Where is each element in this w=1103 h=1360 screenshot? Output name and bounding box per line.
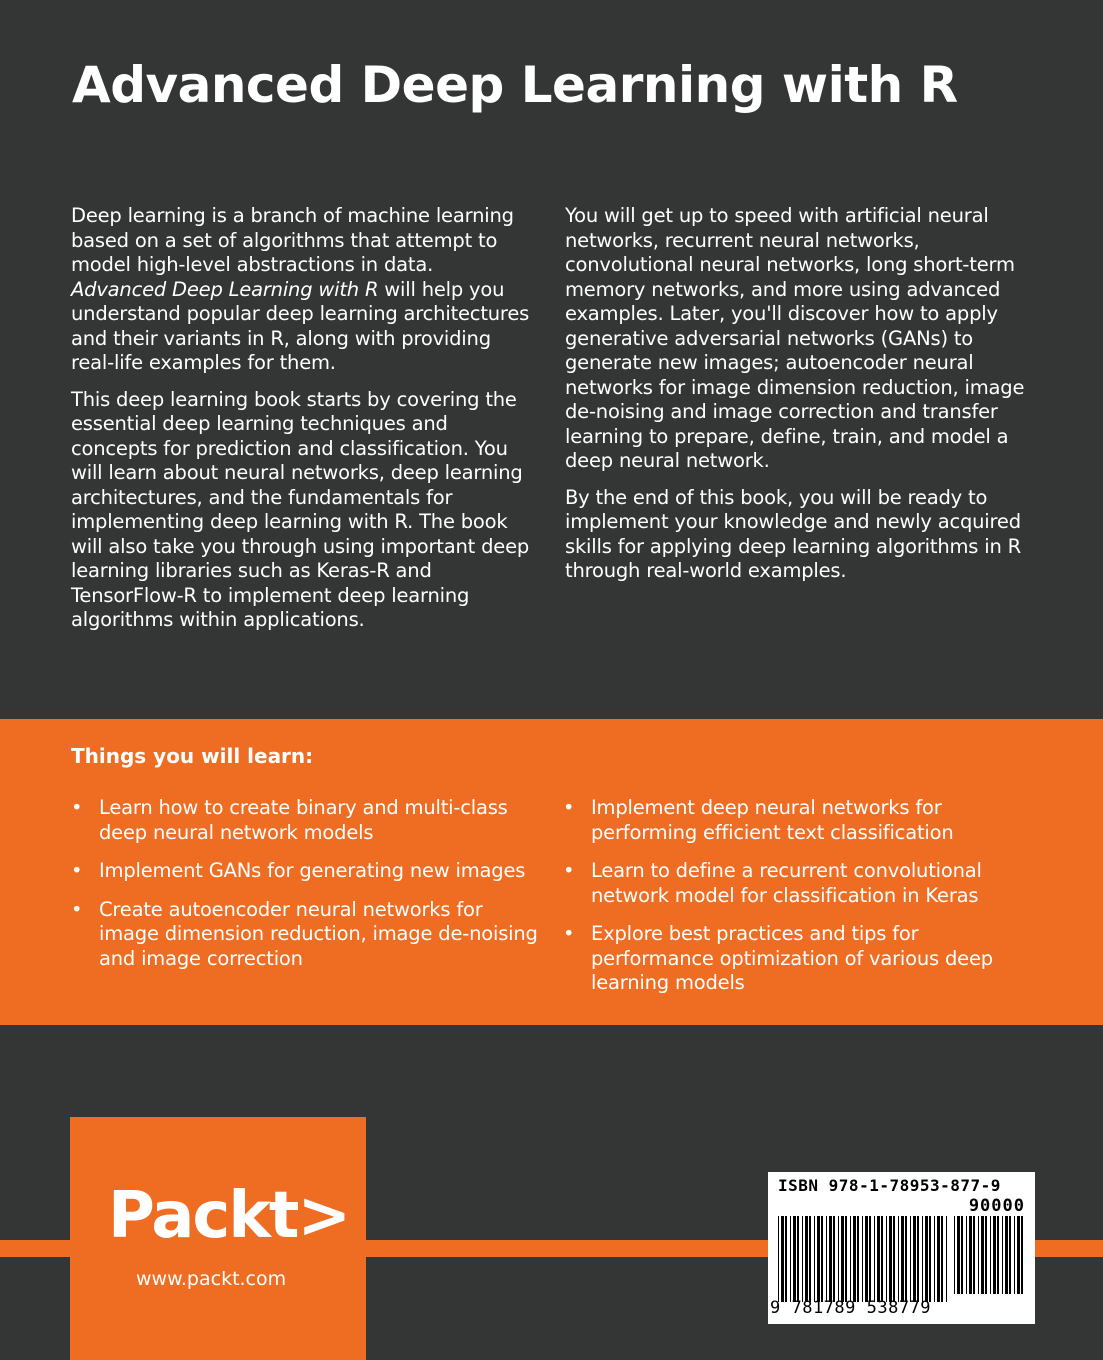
ean-digits: 9 781789 538779 bbox=[770, 1298, 932, 1318]
list-item-text: Explore best practices and tips for performance optimization of various deep learning models bbox=[591, 922, 993, 994]
list-item-text: Implement deep neural networks for performing efficient text classification bbox=[591, 796, 954, 844]
list-item bbox=[563, 859, 1033, 908]
publisher-url: www.packt.com bbox=[136, 1268, 287, 1290]
list-item-text: Learn how to create binary and multi-class deep neural network models bbox=[99, 796, 508, 844]
packt-logo: Packt> bbox=[108, 1179, 350, 1253]
description-paragraph-2: This deep learning book starts by covering the essential deep learning techniques and concepts for prediction and classification. You will learn about neural networks, deep learning architectures, and the fundamentals for implementing deep learning with R. The book will also take you through using important deep learning libraries such as Keras-R and TensorFlow-R to implement deep learning algorithms within applications. bbox=[71, 387, 530, 631]
list-item bbox=[71, 898, 541, 972]
description-text: will help you understand popular deep learning architectures and their variants in R, along with providing real-life examples for them. bbox=[71, 277, 530, 374]
description-paragraph-4: By the end of this book, you will be ready to implement your knowledge and newly acquired skills for applying deep learning algorithms in R through real-world examples. bbox=[565, 485, 1021, 582]
book-title: Advanced Deep Learning with R bbox=[72, 56, 958, 114]
learning-outcomes-left-list bbox=[71, 796, 541, 985]
bullet-icon: • bbox=[563, 796, 575, 819]
bullet-icon: • bbox=[563, 922, 575, 945]
book-title-italic: Advanced Deep Learning with R bbox=[71, 277, 379, 301]
list-item bbox=[563, 796, 1033, 845]
barcode-bars bbox=[778, 1216, 950, 1302]
bullet-icon: • bbox=[71, 796, 83, 819]
list-item-text: Implement GANs for generating new images bbox=[99, 859, 526, 882]
description-left-column bbox=[71, 204, 533, 645]
learning-outcomes-right-list bbox=[563, 796, 1033, 1010]
barcode-addon-bars bbox=[954, 1216, 1026, 1294]
description-right-column bbox=[565, 204, 1035, 596]
list-item bbox=[563, 922, 1033, 996]
learning-outcomes-heading: Things you will learn: bbox=[71, 744, 314, 768]
description-text: Deep learning is a branch of machine learning based on a set of algorithms that attempt to model high-level abstractions in data. bbox=[71, 204, 514, 276]
list-item-text: Learn to define a recurrent convolutional network model for classification in Keras bbox=[591, 859, 982, 907]
isbn-barcode bbox=[768, 1172, 1035, 1324]
isbn-number: ISBN 978-1-78953-877-9 bbox=[778, 1176, 1001, 1195]
bullet-icon: • bbox=[71, 859, 83, 882]
description-paragraph-1 bbox=[71, 204, 533, 376]
price-code: 90000 bbox=[968, 1196, 1025, 1216]
bullet-icon: • bbox=[71, 897, 83, 921]
list-item bbox=[71, 796, 541, 845]
list-item-text: Create autoencoder neural networks for image dimension reduction, image de-noising and image correction bbox=[99, 897, 538, 970]
bullet-icon: • bbox=[563, 859, 575, 882]
list-item bbox=[71, 859, 541, 884]
description-paragraph-3: You will get up to speed with artificial neural networks, recurrent neural networks, convolutional neural networks, long short-term memory networks, and more using advanced examples. Later, you'll discover how to apply generative adversarial networks (GANs) to generate new images; autoencoder neural networks for image dimension reduction, image de-noising and image correction and transfer learning to prepare, define, train, and model a deep neural network. bbox=[565, 204, 1025, 472]
publisher-logo-block bbox=[70, 1117, 366, 1360]
